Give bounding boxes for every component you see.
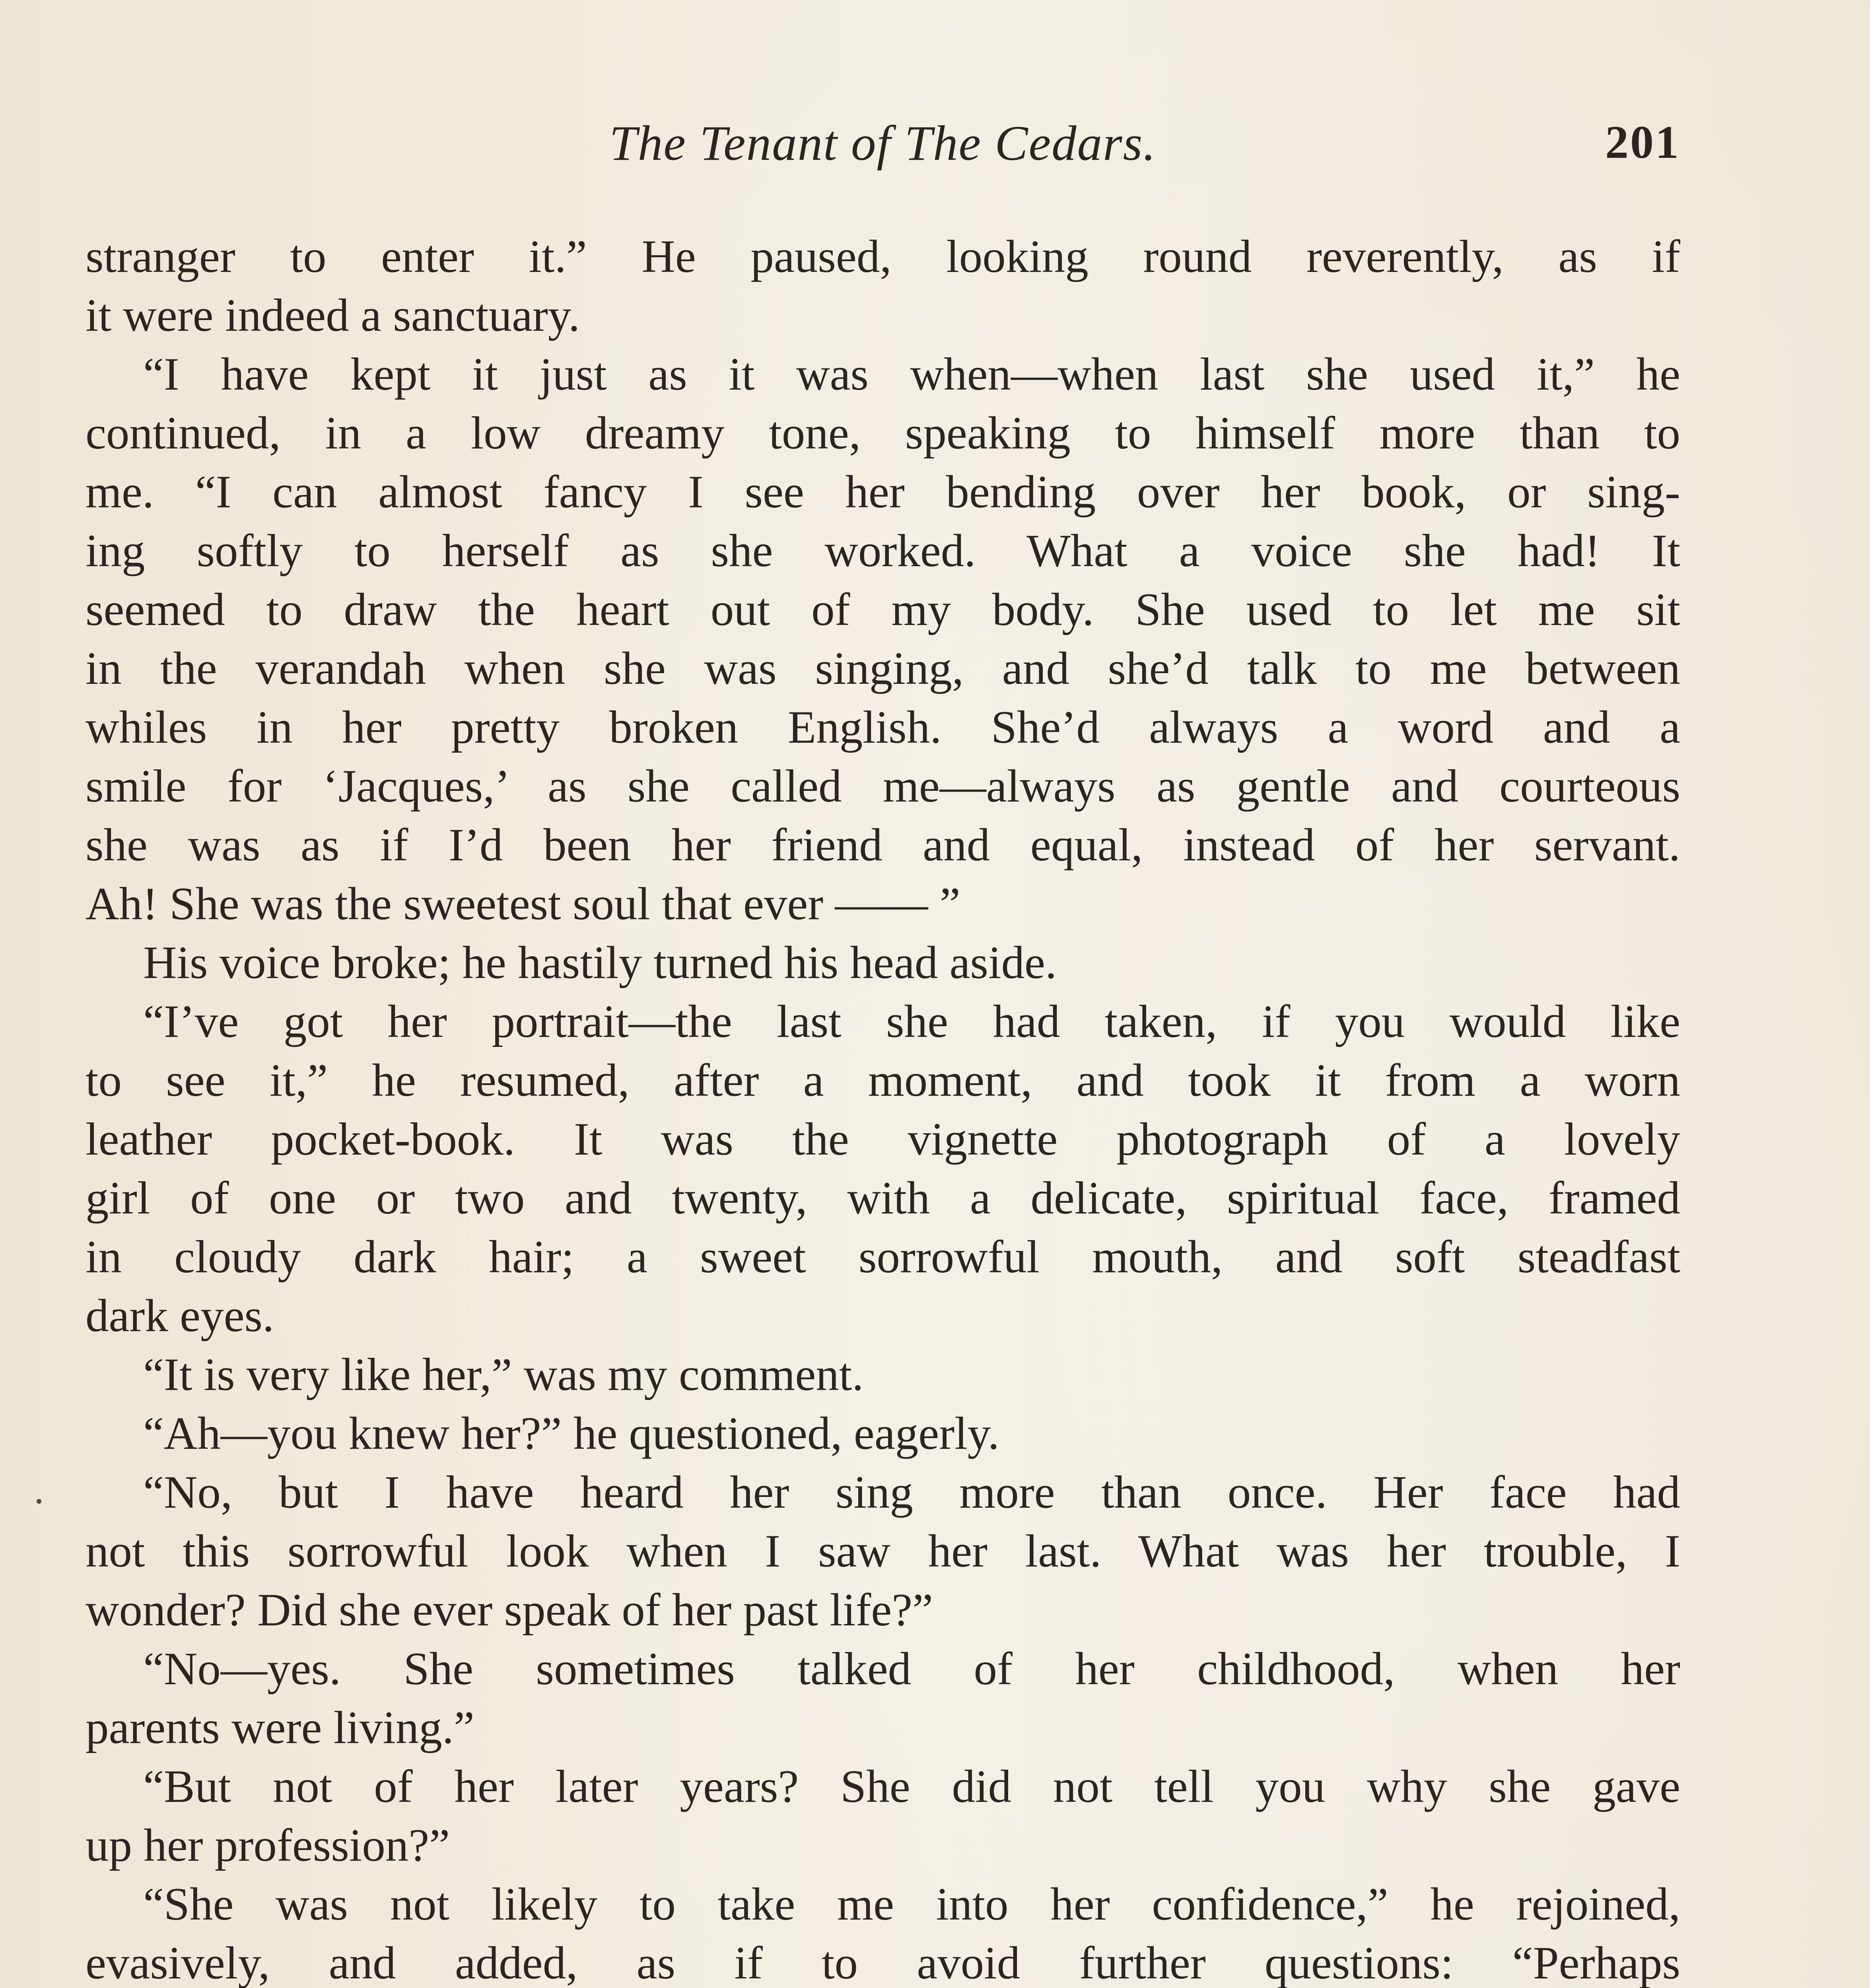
- text-line: stranger to enter it.” He paused, looking round reverently, as if: [86, 231, 1680, 282]
- text-line: me. “I can almost fancy I see her bending over her book, or sing-: [86, 466, 1680, 518]
- text-line: wonder? Did she ever speak of her past life?”: [86, 1584, 933, 1636]
- text-line: ing softly to herself as she worked. What a voice she had! It: [86, 525, 1680, 577]
- text-line: Ah! She was the sweetest soul that ever —— ”: [86, 878, 960, 930]
- text-line: “I have kept it just as it was when—when last she used it,” he: [143, 349, 1680, 400]
- text-line: she was as if I’d been her friend and equal, instead of her servant.: [86, 819, 1680, 871]
- text-line: continued, in a low dreamy tone, speaking to himself more than to: [86, 408, 1680, 459]
- margin-speck: [37, 1499, 41, 1504]
- text-line: in the verandah when she was singing, and she’d talk to me between: [86, 643, 1680, 694]
- page-header: [86, 115, 1680, 179]
- text-line: “She was not likely to take me into her confidence,” he rejoined,: [143, 1879, 1680, 1930]
- text-line: not this sorrowful look when I saw her last. What was her trouble, I: [86, 1526, 1680, 1577]
- text-line: “I’ve got her portrait—the last she had taken, if you would like: [143, 996, 1680, 1047]
- page-number: 201: [1605, 116, 1680, 168]
- text-line: smile for ‘Jacques,’ as she called me—always as gentle and courteous: [86, 761, 1680, 812]
- text-line: “No, but I have heard her sing more than once. Her face had: [143, 1467, 1680, 1518]
- text-line: “It is very like her,” was my comment.: [143, 1349, 864, 1400]
- running-title: The Tenant of The Cedars.: [609, 116, 1157, 171]
- text-line: leather pocket-book. It was the vignette photograph of a lovely: [86, 1114, 1680, 1165]
- text-line: up her profession?”: [86, 1820, 450, 1871]
- text-line: “Ah—you knew her?” he questioned, eagerly.: [143, 1408, 999, 1459]
- text-line: dark eyes.: [86, 1290, 274, 1342]
- text-line: to see it,” he resumed, after a moment, and took it from a worn: [86, 1055, 1680, 1106]
- text-line: His voice broke; he hastily turned his head aside.: [143, 937, 1057, 988]
- text-line: seemed to draw the heart out of my body. She used to let me sit: [86, 584, 1680, 635]
- text-line: in cloudy dark hair; a sweet sorrowful mouth, and soft steadfast: [86, 1231, 1680, 1283]
- text-line: whiles in her pretty broken English. She’d always a word and a: [86, 702, 1680, 753]
- text-line: “No—yes. She sometimes talked of her childhood, when her: [143, 1643, 1680, 1695]
- text-line: evasively, and added, as if to avoid further questions: “Perhaps: [86, 1938, 1680, 1988]
- text-line: “But not of her later years? She did not tell you why she gave: [143, 1761, 1680, 1812]
- text-line: parents were living.”: [86, 1702, 474, 1753]
- text-line: it were indeed a sanctuary.: [86, 290, 580, 341]
- text-line: girl of one or two and twenty, with a delicate, spiritual face, framed: [86, 1173, 1680, 1224]
- body-text: [86, 227, 1680, 1988]
